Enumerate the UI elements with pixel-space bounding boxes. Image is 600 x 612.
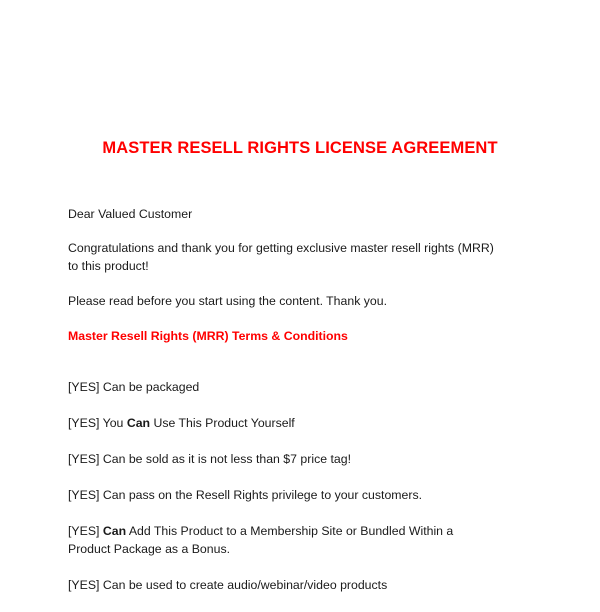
term-text-prefix: [YES] Can be sold as it is not less than $7 price tag! [68, 452, 351, 466]
salutation: Dear Valued Customer [68, 207, 193, 221]
term-text-prefix: [YES] Can be packaged [68, 380, 200, 394]
term-item [68, 522, 498, 558]
document-body [68, 205, 498, 612]
term-item [68, 576, 498, 594]
term-text-bold: Can [102, 524, 127, 538]
instruction-paragraph: Please read before you start using the content. Thank you. [68, 294, 388, 308]
page-title: MASTER RESELL RIGHTS LICENSE AGREEMENT [102, 139, 498, 158]
term-item [68, 450, 498, 468]
intro-paragraph: Congratulations and thank you for getting exclusive master resell rights (MRR) to this product! [68, 241, 494, 273]
term-text-prefix: [YES] [68, 524, 103, 538]
term-text-prefix: [YES] You [68, 416, 127, 430]
terms-list [68, 378, 498, 594]
term-text-prefix: [YES] Can pass on the Resell Rights privilege to your customers. [68, 488, 423, 502]
section-heading-mrr-terms: Master Resell Rights (MRR) Terms & Conditions [68, 329, 348, 343]
term-text-prefix: [YES] Can be used to create audio/webinar/video products [68, 578, 388, 592]
term-text-suffix: Use This Product Yourself [150, 416, 295, 430]
term-item [68, 378, 498, 396]
term-item [68, 486, 498, 504]
term-item [68, 414, 498, 432]
term-text-suffix: Add This Product to a Membership Site or Bundled Within a Product Package as a Bonus. [68, 524, 454, 556]
term-text-bold: Can [126, 416, 151, 430]
